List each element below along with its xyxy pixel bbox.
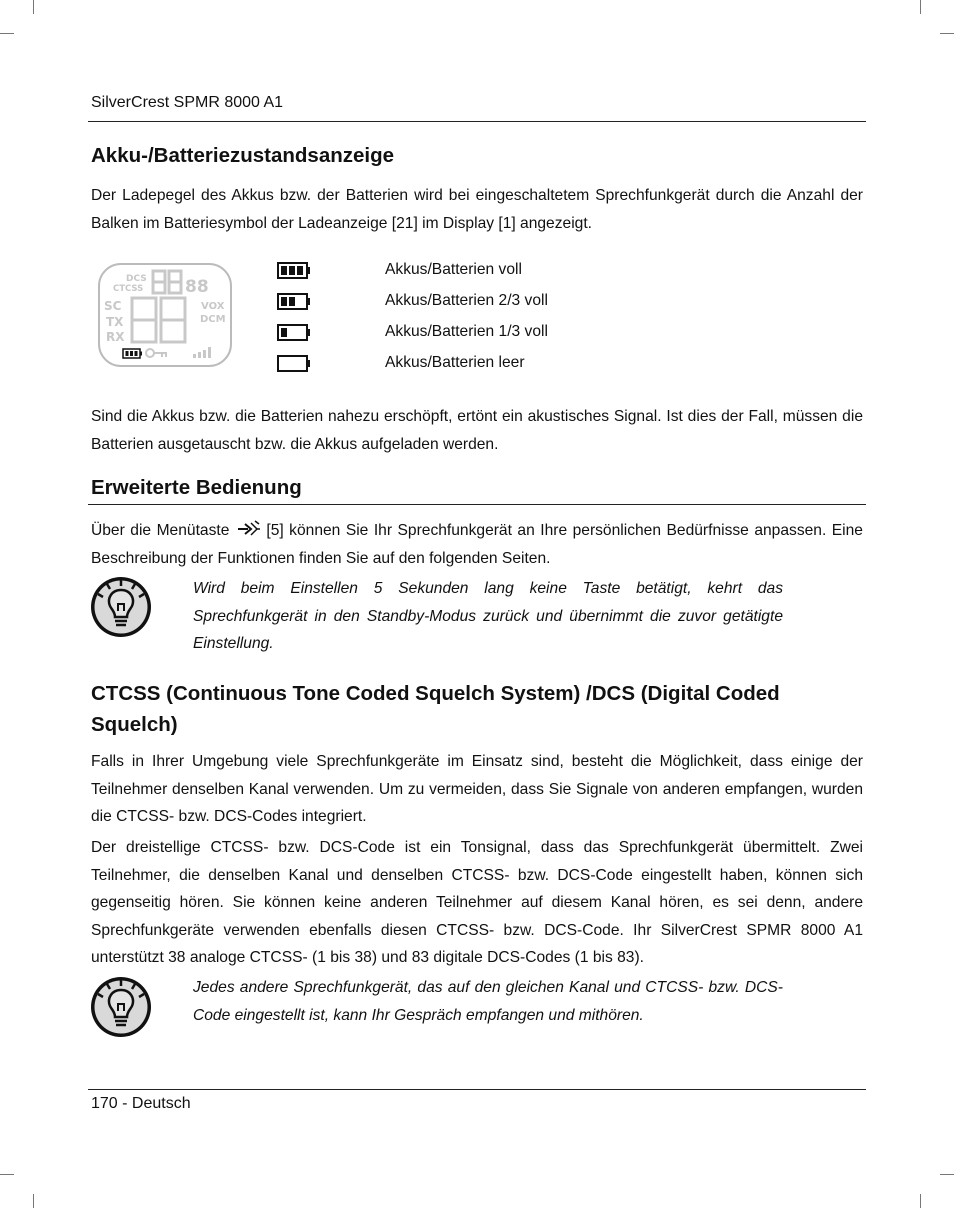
lightbulb-icon — [89, 975, 153, 1039]
section-heading-battery: Akku-/Batteriezustandsanzeige — [91, 144, 395, 167]
footer-rule — [88, 1089, 866, 1090]
battery-bar — [281, 297, 287, 306]
lightbulb-icon — [89, 575, 153, 639]
lcd-label-ctcss: CTCSS — [113, 284, 144, 294]
page-number: 170 - Deutsch — [91, 1095, 191, 1112]
page-header-title: SilverCrest SPMR 8000 A1 — [91, 94, 284, 111]
battery-two-thirds-icon — [276, 292, 312, 312]
lcd-digits-small: 88 — [185, 277, 209, 297]
crop-mark — [33, 1194, 34, 1208]
battery-full-icon — [276, 261, 312, 281]
menu-text-before: Über die Menütaste — [91, 522, 230, 539]
battery-one-third-icon — [276, 323, 312, 343]
battery-bar — [281, 328, 287, 337]
crop-mark — [0, 33, 14, 34]
lcd-label-dcs: DCS — [126, 274, 147, 284]
battery-intro-text: Der Ladepegel des Akkus bzw. der Batterien wird bei eingeschaltetem Sprechfunkgerät durch die Anzahl der Balken im Batteriesymbol der Ladeanzeige [21] im Display [1] angezeigt. — [91, 187, 863, 232]
crop-mark — [0, 1174, 14, 1175]
section-heading-ctcss: CTCSS (Continuous Tone Coded Squelch System) /DCS (Digital Coded Squelch) — [91, 682, 780, 736]
header-rule — [88, 121, 866, 122]
lcd-label-tx: TX — [106, 315, 124, 329]
battery-bar — [289, 297, 295, 306]
note-ctcss-text: Jedes andere Sprechfunkgerät, das auf den gleichen Kanal und CTCSS- bzw. DCS-Code eingestellt ist, kann Ihr Gespräch empfangen und mithören. — [193, 979, 783, 1024]
lcd-label-vox: VOX — [201, 301, 225, 312]
section-rule — [88, 504, 866, 505]
crop-mark — [920, 0, 921, 14]
menu-text-after: [5] können Sie Ihr Sprechfunkgerät an Ihre persönlichen Bedürfnisse anpassen. Eine Beschreibung der Funktionen finden Sie auf den folgenden Seiten. — [91, 522, 863, 567]
battery-bar — [289, 266, 295, 275]
battery-level-label: Akkus/Batterien leer — [385, 354, 525, 371]
advanced-intro-text — [91, 517, 863, 572]
battery-level-label: Akkus/Batterien 2/3 voll — [385, 292, 548, 309]
note-standby-text: Wird beim Einstellen 5 Sekunden lang keine Taste betätigt, kehrt das Sprechfunkgerät in den Standby-Modus zurück und übernimmt die zuvor getätigte Einstellung. — [193, 580, 783, 652]
crop-mark — [940, 33, 954, 34]
lcd-label-sc: SC — [104, 299, 122, 313]
lcd-label-dcm: DCM — [200, 314, 226, 325]
ctcss-paragraph-1: Falls in Ihrer Umgebung viele Sprechfunkgeräte im Einsatz sind, besteht die Möglichkeit, dass einige der Teilnehmer denselben Kanal verwenden. Um zu vermeiden, dass Sie Signale von anderen empfangen, wurden die CTCSS- bzw. DCS-Codes integriert. — [91, 753, 863, 825]
battery-level-label: Akkus/Batterien 1/3 voll — [385, 323, 548, 340]
section-heading-advanced: Erweiterte Bedienung — [91, 476, 302, 499]
lcd-display-illustration — [97, 262, 235, 370]
crop-mark — [33, 0, 34, 14]
battery-empty-icon — [276, 354, 312, 374]
crop-mark — [920, 1194, 921, 1208]
crop-mark — [940, 1174, 954, 1175]
battery-outro-text: Sind die Akkus bzw. die Batterien nahezu erschöpft, ertönt ein akustisches Signal. Ist dies der Fall, müssen die Batterien ausgetauscht bzw. die Akkus aufgeladen werden. — [91, 408, 863, 453]
lcd-label-rx: RX — [106, 330, 125, 344]
battery-level-label: Akkus/Batterien voll — [385, 261, 522, 278]
battery-bar — [281, 266, 287, 275]
ctcss-paragraph-2: Der dreistellige CTCSS- bzw. DCS-Code ist ein Tonsignal, dass das Sprechfunkgerät übermittelt. Zwei Teilnehmer, die denselben Kanal und denselben CTCSS- bzw. DCS-Code eingestellt haben, können sich gegenseitig hören. Sie können keine anderen Teilnehmer auf diesem Kanal hören, es sei denn, andere Sprechfunkgeräte verwenden ebenfalls diesen CTCSS- bzw. DCS-Code. Ihr SilverCrest SPMR 8000 A1 unterstützt 38 analoge CTCSS- (1 bis 38) und 83 digitale DCS-Codes (1 bis 83). — [91, 839, 863, 966]
battery-bar — [297, 266, 303, 275]
menu-button-icon — [235, 520, 261, 538]
